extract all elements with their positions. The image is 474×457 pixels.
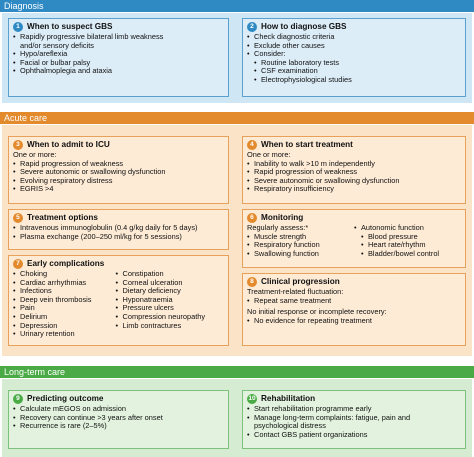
list-item: • No evidence for repeating treatment [247, 317, 461, 326]
step-number-badge: 8 [247, 277, 257, 287]
card-title [13, 139, 224, 150]
card-early-complications [8, 255, 229, 346]
list-item: • Pressure ulcers [116, 304, 225, 313]
list-item: • Check diagnostic criteria [247, 33, 461, 42]
card-when-to-admit-icu [8, 136, 229, 204]
step-number-badge: 4 [247, 140, 257, 150]
card-title-text: When to start treatment [261, 140, 353, 149]
list-item: • Limb contractures [116, 322, 225, 331]
list-item: • Facial or bulbar palsy [13, 59, 224, 68]
card-lead-text: One or more: [247, 150, 291, 159]
card-title-text: When to suspect GBS [27, 22, 113, 31]
list-item: • Compression neuropathy [116, 313, 225, 322]
list-item: • Muscle strength [247, 233, 354, 242]
list-item: • Deep vein thrombosis [13, 296, 122, 305]
card-title-text: When to admit to ICU [27, 140, 110, 149]
card-title [247, 276, 461, 287]
list-item: • Constipation [116, 270, 225, 279]
step-number-badge: 10 [248, 394, 256, 402]
card-treatment-options [8, 209, 229, 250]
sub-list-item: • Bladder/bowel control [354, 250, 461, 259]
sub-list-item: • Routine laboratory tests [247, 59, 461, 68]
list-item: • EGRIS >4 [13, 185, 224, 194]
list-item: • Intravenous immunoglobulin (0.4 g/kg daily for 5 days) [13, 224, 224, 233]
card-rehabilitation [242, 390, 466, 449]
section-title: Acute care [4, 113, 48, 123]
list-item: • Recovery can continue >3 years after onset [13, 414, 224, 423]
list-item: • Calculate mEGOS on admission [13, 405, 224, 414]
sub-list-item: • Heart rate/rhythm [354, 241, 461, 250]
card-title-text: Monitoring [261, 213, 304, 222]
card-predicting-outcome [8, 390, 229, 449]
step-number-badge: 1 [13, 22, 23, 32]
section-title: Long-term care [4, 367, 66, 377]
list-item: • Rapid progression of weakness [247, 168, 461, 177]
list-item-continuation: and/or sensory deficits [20, 40, 94, 50]
card-title [13, 212, 224, 223]
card-lead-text: Regularly assess:* [247, 223, 309, 232]
card-title [247, 21, 461, 32]
list-item: • Ophthalmoplegia and ataxia [13, 67, 224, 76]
card-title-text: Early complications [27, 259, 105, 268]
list-item: • Severe autonomic or swallowing dysfunction [13, 168, 224, 177]
step-number-badge: 6 [247, 213, 257, 223]
list-item: • Severe autonomic or swallowing dysfunction [247, 177, 461, 186]
list-item: • Cardiac arrhythmias [13, 279, 122, 288]
list-item: • Corneal ulceration [116, 279, 225, 288]
card-title [13, 258, 224, 269]
card-lead-text: Treatment-related fluctuation: [247, 287, 344, 296]
list-item: • Consider: [247, 50, 461, 59]
list-item: • Urinary retention [13, 330, 122, 339]
list-item: • Exclude other causes [247, 42, 461, 51]
card-title [13, 393, 224, 404]
card-clinical-progression [242, 273, 466, 346]
step-number-badge: 7 [13, 259, 23, 269]
list-item: • Delirium [13, 313, 122, 322]
step-number-badge: 9 [13, 394, 23, 404]
card-how-to-diagnose [242, 18, 466, 97]
card-monitoring [242, 209, 466, 268]
list-item: • Rapid progression of weakness [13, 160, 224, 169]
card-when-to-suspect [8, 18, 229, 97]
list-item: • Choking [13, 270, 122, 279]
list-item: • Hypo/areflexia [13, 50, 224, 59]
list-item-continuation: psychological distress [254, 421, 326, 431]
card-lead-text: No initial response or incomplete recovery: [247, 307, 387, 317]
card-lead-text: One or more: [13, 150, 57, 159]
step-number-badge: 2 [247, 22, 257, 32]
list-item: • Autonomic function [354, 224, 461, 233]
card-title-text: How to diagnose GBS [261, 22, 347, 31]
step-number-badge: 5 [13, 213, 23, 223]
card-when-to-start-treatment [242, 136, 466, 204]
sub-list-item: • Blood pressure [354, 233, 461, 242]
card-title-text: Rehabilitation [261, 394, 316, 403]
list-item: • Dietary deficiency [116, 287, 225, 296]
list-item: • Swallowing function [247, 250, 354, 259]
section-title: Diagnosis [4, 1, 44, 11]
list-item: • Hyponatraemia [116, 296, 225, 305]
sub-list-item: • CSF examination [247, 67, 461, 76]
list-item: • Plasma exchange (200–250 ml/kg for 5 sessions) [13, 233, 224, 242]
card-title-text: Clinical progression [261, 277, 340, 286]
section-header-long-term-care [0, 366, 474, 378]
list-item: • Pain [13, 304, 122, 313]
list-item: • Repeat same treatment [247, 297, 461, 306]
list-item: • Inability to walk >10 m independently [247, 160, 461, 169]
card-title-text: Treatment options [27, 213, 98, 222]
step-number-badge: 3 [13, 140, 23, 150]
list-item: • Start rehabilitation programme early [247, 405, 461, 414]
list-item: • Respiratory function [247, 241, 354, 250]
list-item: • Manage long-term complaints: fatigue, pain and [247, 414, 461, 423]
section-header-diagnosis [0, 0, 474, 12]
section-header-acute-care [0, 112, 474, 124]
list-item: • Infections [13, 287, 122, 296]
list-item: • Rapidly progressive bilateral limb weakness [13, 33, 224, 42]
card-title [247, 212, 461, 223]
card-title [247, 393, 461, 404]
sub-list-item: • Electrophysiological studies [247, 76, 461, 85]
list-item: • Respiratory insufficiency [247, 185, 461, 194]
card-title [13, 21, 224, 32]
card-title [247, 139, 461, 150]
list-item: • Contact GBS patient organizations [247, 431, 461, 440]
card-title-text: Predicting outcome [27, 394, 104, 403]
list-item: • Depression [13, 322, 122, 331]
list-item: • Recurrence is rare (2–5%) [13, 422, 224, 431]
list-item: • Evolving respiratory distress [13, 177, 224, 186]
